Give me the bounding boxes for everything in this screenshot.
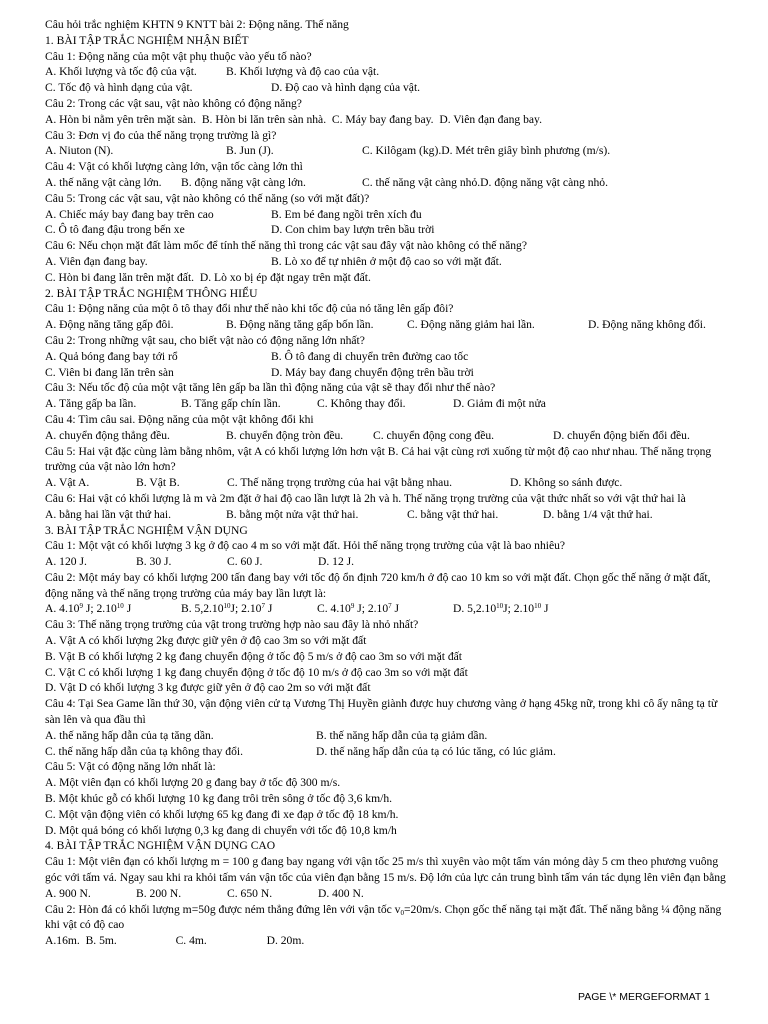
answer-option-b: B. 5,2.10$^{10}$J; 2.10$^7$ J — [181, 602, 273, 616]
answer-option-d: D. thế năng hấp dẫn của tạ có lúc tăng, có lúc giảm. — [316, 744, 556, 758]
answer-option-a: A. Động năng tăng gấp đôi. — [45, 318, 174, 332]
answer-option-c: C. Động năng giảm hai lần. — [407, 318, 535, 332]
answer-option-d: D. Vật D có khối lượng 3 kg được giữ yên ở độ cao 2m so với mặt đất — [45, 681, 371, 695]
answer-option-a: A. Một viên đạn có khối lượng 20 g đang bay ở tốc độ 300 m/s. — [45, 776, 341, 790]
answer-option-d: D. chuyển động biến đổi đều. — [553, 428, 690, 442]
answer-option-a: A. Viên đạn đang bay. — [45, 254, 148, 268]
answer-option-c: C. thế năng vật càng nhỏ. — [362, 175, 481, 189]
answer-option-d: D. Lò xo bị ép đặt ngay trên mặt đất. — [199, 270, 371, 284]
answer-option-d: D. động năng vật càng nhỏ. — [480, 175, 608, 189]
answer-row — [45, 554, 735, 570]
answer-option-d: D. Viên đạn đang bay. — [439, 112, 542, 126]
answer-row — [45, 207, 735, 223]
answer-option-d: D. Con chim bay lượn trên bầu trời — [271, 223, 435, 237]
answer-row — [45, 728, 735, 744]
answer-row — [45, 396, 735, 412]
question-text: Câu 1: Một vật có khối lượng 3 kg ở độ cao 4 m so với mặt đất. Hỏi thế năng trọng trường của vật là bao nhiêu? — [45, 539, 566, 553]
answer-option-c: C. Viên bi đang lăn trên sàn — [45, 365, 174, 379]
answer-option-a: A. thế năng vật càng lớn. — [45, 175, 162, 189]
answer-option-d: D. 20m. — [266, 934, 305, 948]
answer-option-a: A.16m. — [45, 934, 80, 948]
question-text: Câu 2: Trong các vật sau, vật nào không có động năng? — [45, 96, 302, 110]
answer-row — [45, 112, 735, 128]
answer-option-c: C. Máy bay đang bay. — [331, 112, 434, 126]
answer-option-b: B. chuyển động tròn đều. — [226, 428, 344, 442]
question-text: Câu 3: Thế năng trọng trường của vật trong trường hợp nào sau đây là nhỏ nhất? — [45, 618, 419, 632]
answer-option-c: C. 60 J. — [227, 555, 263, 569]
question-text: Câu 2: Hòn đá có khối lượng m=50g được ném thẳng đứng lên với vận tốc $v_0=20m/s$. Chọn gốc thế năng tại mặt đất. Thế năng bằng ¼ động năng khi vật có độ cao — [45, 902, 722, 932]
question-text: Câu 2: Một máy bay có khối lượng 200 tấn đang bay với tốc độ ổn định 720 km/h ở độ cao 10 km so với mặt đất. Chọn gốc thế năng ở mặt đất, động năng và thế năng trọng trường của máy bay lần lượt là: — [45, 570, 711, 600]
answer-option-b: B. 200 N. — [136, 886, 182, 900]
page-footer: PAGE \* MERGEFORMAT 1 — [578, 991, 710, 1003]
answer-option-c: C. 4m. — [175, 934, 207, 948]
question-text: Câu 5: Trong các vật sau, vật nào không có thế năng (so với mặt đất)? — [45, 191, 370, 205]
answer-row — [45, 475, 735, 491]
answer-option-c: C. Kilôgam (kg). — [362, 144, 442, 158]
answer-option-a: A. Tăng gấp ba lần. — [45, 397, 137, 411]
answer-option-d: D. 12 J. — [318, 555, 355, 569]
answer-option-b: B. động năng vật càng lớn. — [181, 175, 306, 189]
answer-option-b: B. Hòn bi lăn trên sàn nhà. — [201, 112, 327, 126]
answer-row — [45, 601, 735, 617]
question-text: Câu 5: Vật có động năng lớn nhất là: — [45, 760, 216, 774]
answer-row — [45, 222, 735, 238]
question-text: Câu 4: Tìm câu sai. Động năng của một vật không đổi khi — [45, 412, 314, 426]
answer-option-a: A. thế năng hấp dẫn của tạ tăng dần. — [45, 728, 214, 742]
answer-option-c: C. thế năng hấp dẫn của tạ không thay đổi. — [45, 744, 244, 758]
answer-row — [45, 349, 735, 365]
answer-option-c: C. Ô tô đang đậu trong bến xe — [45, 223, 185, 237]
answer-row — [45, 365, 735, 381]
answer-row — [45, 143, 735, 159]
answer-row — [45, 270, 735, 286]
section-heading-1: 1. BÀI TẬP TRẮC NGHIỆM NHẬN BIẾT — [45, 33, 249, 47]
answer-option-c: C. 650 N. — [227, 886, 273, 900]
question-text: Câu 6: Nếu chọn mặt đất làm mốc để tính thế năng thì trong các vật sau đây vật nào không có thế năng? — [45, 239, 527, 253]
answer-option-b: B. Jun (J). — [226, 144, 274, 158]
section-heading-3: 3. BÀI TẬP TRẮC NGHIỆM VẬN DỤNG — [45, 523, 248, 537]
answer-option-a: A. Quả bóng đang bay tới rổ — [45, 349, 178, 363]
answer-row — [45, 317, 735, 333]
answer-row — [45, 507, 735, 523]
answer-option-b: B. 30 J. — [136, 555, 172, 569]
answer-option-b: B. Động năng tăng gấp bốn lần. — [226, 318, 374, 332]
answer-option-a: A. Chiếc máy bay đang bay trên cao — [45, 207, 214, 221]
answer-option-b: B. thế năng hấp dẫn của tạ giảm dần. — [316, 728, 488, 742]
question-text: Câu 1: Động năng của một ô tô thay đổi như thế nào khi tốc độ của nó tăng lên gấp đôi? — [45, 302, 454, 316]
answer-row — [45, 886, 735, 902]
answer-option-a: A. Vật A. — [45, 476, 90, 490]
answer-option-a: A. chuyển động thẳng đều. — [45, 428, 170, 442]
answer-option-d: D. Không so sánh được. — [510, 476, 623, 490]
question-text: Câu 5: Hai vật đặc cùng làm bằng nhôm, vật A có khối lượng lớn hơn vật B. Cả hai vật cùng rơi xuống từ một độ cao như nhau. Thế năng trọng trường của vật nào lớn hơn? — [45, 444, 712, 474]
answer-option-c: C. bằng vật thứ hai. — [407, 507, 499, 521]
document-body — [45, 17, 735, 949]
answer-option-d: D. 400 N. — [318, 886, 364, 900]
answer-option-d: D. Một quả bóng có khối lượng 0,3 kg đang di chuyển với tốc độ 10,8 km/h — [45, 823, 397, 837]
answer-option-c: C. 4.10$^9$ J; 2.10$^7$ J — [317, 602, 400, 616]
answer-option-b: B. Tăng gấp chín lần. — [181, 397, 281, 411]
answer-option-d: D. Độ cao và hình dạng của vật. — [271, 81, 421, 95]
answer-option-b: B. Vật B có khối lượng 2 kg đang chuyển động ở tốc độ 5 m/s ở độ cao 3m so với mặt đất — [45, 649, 463, 663]
answer-option-c: C. chuyển động cong đều. — [373, 428, 495, 442]
answer-option-a: A. 900 N. — [45, 886, 91, 900]
answer-option-d: D. 5,2.10$^{10}$J; 2.10$^{10}$ J — [453, 602, 549, 616]
question-text: Câu 3: Đơn vị đo của thế năng trọng trường là gì? — [45, 128, 277, 142]
answer-option-b: B. 5m. — [85, 934, 117, 948]
answer-option-b: B. Một khúc gỗ có khối lượng 10 kg đang trôi trên sông ở tốc độ 3,6 km/h. — [45, 792, 393, 806]
question-text: Câu 1: Động năng của một vật phụ thuộc vào yếu tố nào? — [45, 49, 312, 63]
answer-option-b: B. Ô tô đang di chuyển trên đường cao tốc — [271, 349, 469, 363]
answer-option-b: B. Lò xo để tự nhiên ở một độ cao so với mặt đất. — [271, 254, 502, 268]
answer-option-b: B. Em bé đang ngồi trên xích đu — [271, 207, 422, 221]
answer-option-a: A. Niuton (N). — [45, 144, 114, 158]
answer-option-a: A. bằng hai lần vật thứ hai. — [45, 507, 172, 521]
answer-option-c: C. Một vận động viên có khối lượng 65 kg đang đi xe đạp ở tốc độ 18 km/h. — [45, 807, 399, 821]
answer-row — [45, 933, 735, 949]
answer-option-c: C. Không thay đổi. — [317, 397, 406, 411]
answer-row — [45, 254, 735, 270]
answer-row — [45, 80, 735, 96]
answer-option-d: D. Giảm đi một nửa — [453, 397, 546, 411]
answer-row — [45, 175, 735, 191]
answer-option-c: C. Hòn bi đang lăn trên mặt đất. — [45, 270, 195, 284]
answer-option-d: D. Máy bay đang chuyển động trên bầu trời — [271, 365, 474, 379]
answer-option-a: A. Khối lượng và tốc độ của vật. — [45, 65, 197, 79]
question-text: Câu 4: Tại Sea Game lần thứ 30, vận động viên cử tạ Vương Thị Huyền giành được huy chương vàng ở hạng 45kg nữ, trong khi cô ấy nâng tạ từ sàn lên và qua đầu thì — [45, 697, 718, 727]
document-title: Câu hỏi trắc nghiệm KHTN 9 KNTT bài 2: Động năng. Thế năng — [45, 18, 349, 31]
answer-option-d: D. Mét trên giây bình phương (m/s). — [441, 144, 611, 158]
answer-option-c: C. Thế năng trọng trường của hai vật bằng nhau. — [227, 476, 453, 490]
answer-option-d: D. bằng 1/4 vật thứ hai. — [543, 507, 653, 521]
answer-option-c: C. Vật C có khối lượng 1 kg đang chuyển động ở tốc độ 10 m/s ở độ cao 3m so với mặt đất — [45, 665, 468, 679]
answer-option-a: A. Hòn bi nằm yên trên mặt sàn. — [45, 112, 197, 126]
answer-row — [45, 744, 735, 760]
section-heading-2: 2. BÀI TẬP TRẮC NGHIỆM THÔNG HIỂU — [45, 286, 258, 300]
answer-option-a: A. 120 J. — [45, 555, 87, 569]
answer-option-a: A. 4.10$^9$ J; 2.10$^{10}$ J — [45, 602, 132, 616]
answer-option-c: C. Tốc độ và hình dạng của vật. — [45, 81, 193, 95]
section-heading-4: 4. BÀI TẬP TRẮC NGHIỆM VẬN DỤNG CAO — [45, 839, 276, 853]
answer-option-d: D. Động năng không đổi. — [588, 318, 706, 332]
question-text: Câu 4: Vật có khối lượng càng lớn, vận tốc càng lớn thì — [45, 160, 303, 174]
question-text: Câu 3: Nếu tốc độ của một vật tăng lên gấp ba lần thì động năng của vật sẽ thay đổi như thế nào? — [45, 381, 496, 395]
answer-option-b: B. Vật B. — [136, 476, 180, 490]
question-text: Câu 6: Hai vật có khối lượng là m và 2m đặt ở hai độ cao lần lượt là 2h và h. Thế năng trọng trường của vật thức nhất so với vật thứ hai là — [45, 491, 686, 505]
answer-row — [45, 64, 735, 80]
answer-option-a: A. Vật A có khối lượng 2kg được giữ yên ở độ cao 3m so với mặt đất — [45, 634, 367, 648]
question-text: Câu 2: Trong những vật sau, cho biết vật nào có động năng lớn nhất? — [45, 333, 365, 347]
answer-option-b: B. Khối lượng và độ cao của vật. — [226, 65, 380, 79]
answer-row — [45, 428, 735, 444]
question-text: Câu 1: Một viên đạn có khối lượng m = 100 g đang bay ngang với vận tốc 25 m/s thì xuyên vào một tấm ván mỏng dày 5 cm theo phương vuông góc với tấm vá. Ngay sau khi ra khỏi tấm ván vận tốc của viên đạn bằng 15 m/s. Độ lớn của lực cản trung bình tấm ván tác dụng lên viên đạn bằng — [45, 855, 726, 885]
answer-option-b: B. bằng một nửa vật thứ hai. — [226, 507, 359, 521]
